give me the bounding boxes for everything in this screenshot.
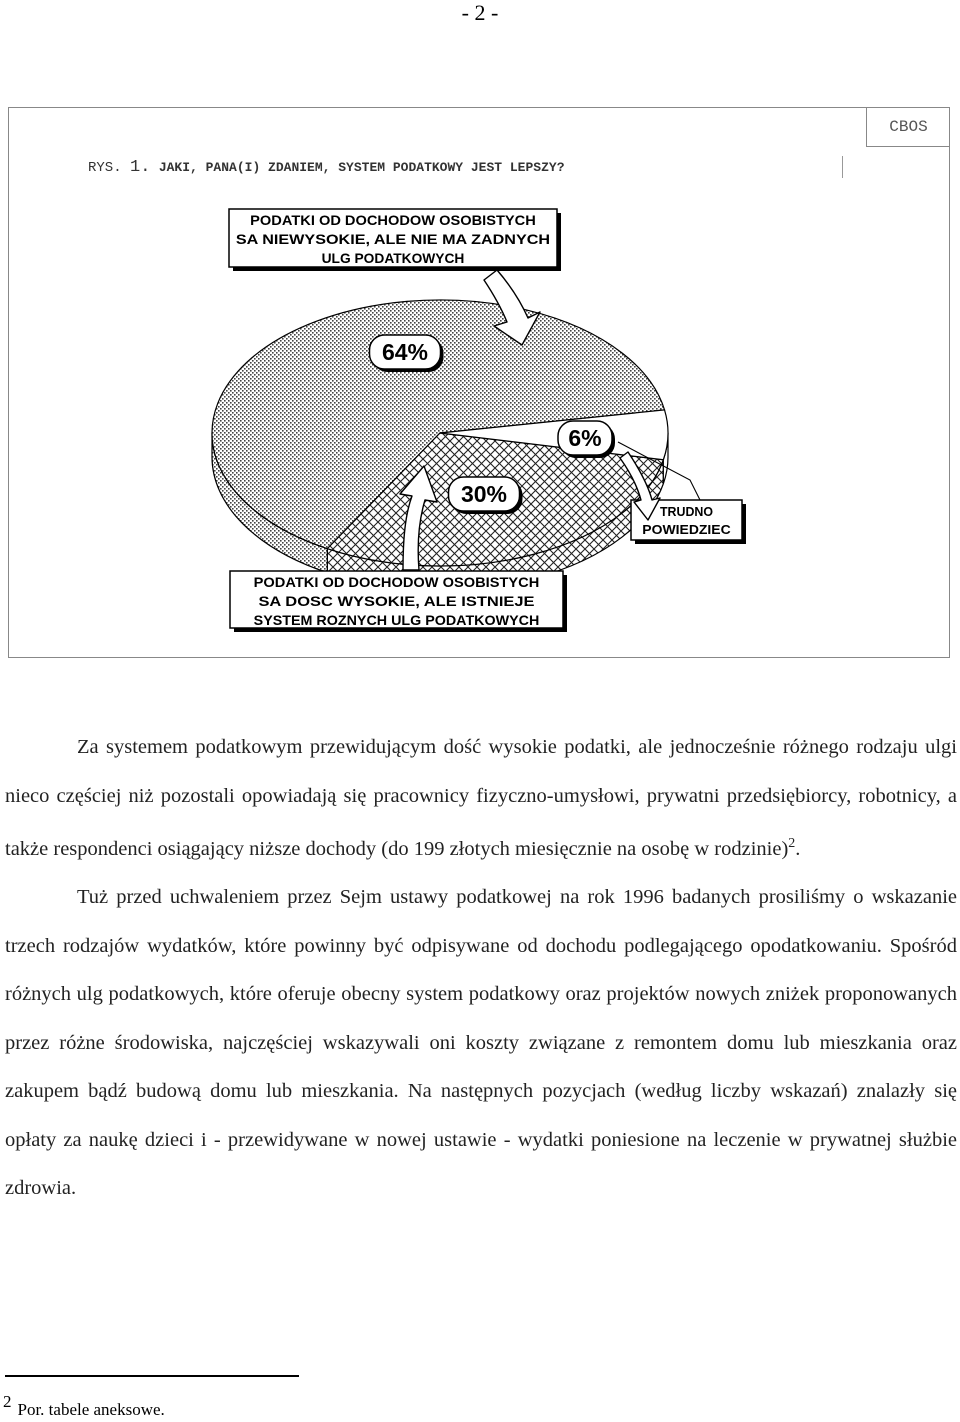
footnote-reference[interactable]: 2 (788, 836, 796, 851)
caption-title: JAKI, PANA(I) ZDANIEM, SYSTEM PODATKOWY JEST LEPSZY? (158, 160, 565, 175)
pie-chart (0, 0, 960, 660)
category-label-line: POWIEDZIEC (642, 522, 732, 537)
value-label-text: 64% (381, 339, 429, 365)
value-label-text: 6% (568, 425, 602, 451)
footnote-text: Por. tabele aneksowe. (17, 1400, 165, 1419)
category-label-line: PODATKI OD DOCHODOW OSOBISTYCH (250, 212, 536, 228)
caption-number: 1. (130, 158, 151, 177)
paragraph-1-text: Za systemem podatkowym przewidującym dość wysokie podatki, ale jednocześnie różnego rodzaju ulgi nieco częściej niż pozostali opowiadają się pracownicy fizyczno-umysłowi, prywatni przedsiębiorcy, robotnicy, a także respondenci osiągający niższe dochody (do 199 złotych miesięcznie na osobę w rodzinie) (5, 736, 957, 860)
caption-prefix: RYS. (88, 160, 122, 176)
page-number: - 2 - (461, 0, 499, 25)
value-label-1 (370, 335, 444, 372)
footnote (3, 1390, 165, 1422)
value-label-3 (558, 421, 615, 458)
category-label-line: PODATKI OD DOCHODOW OSOBISTYCH (253, 574, 540, 590)
paragraph-1 (5, 723, 957, 873)
value-label-2 (449, 477, 523, 514)
value-label-text: 30% (460, 481, 508, 507)
category-label-line: TRUDNO (659, 504, 714, 519)
category-label-line: SA NIEWYSOKIE, ALE NIE MA ZADNYCH (235, 231, 551, 247)
paragraph-1-end: . (795, 837, 801, 860)
paragraph-2: Tuż przed uchwaleniem przez Sejm ustawy podatkowej na rok 1996 badanych prosiliśmy o wskazanie trzech rodzajów wydatków, które powinny być odpisywane od dochodu podlegającego opodatkowaniu. Spośród różnych ulg podatkowych, które oferuje obecny system podatkowy oraz projektów nowych zniżek proponowanych przez różne środowiska, najczęściej wskazywali oni koszty związane z remontem domu lub mieszkania oraz zakupem bądź budową domu lub mieszkania. Na następnych pozycjach (według liczby wskazań) znalazły się opłaty za naukę dzieci i - przewidywane w nowej ustawie - wydatki poniesione na leczenie w prywatnej służbie zdrowia. (5, 886, 957, 1200)
source-label: CBOS (866, 107, 950, 147)
body-text (5, 723, 957, 1213)
category-label-line: SA DOSC WYSOKIE, ALE ISTNIEJE (258, 593, 535, 609)
footnote-number: 2 (3, 1392, 12, 1411)
category-label-1 (229, 209, 561, 271)
category-label-2 (230, 571, 567, 632)
footnote-divider (5, 1375, 299, 1377)
category-label-line: ULG PODATKOWYCH (321, 250, 465, 266)
category-label-line: SYSTEM ROZNYCH ULG PODATKOWYCH (253, 612, 540, 628)
